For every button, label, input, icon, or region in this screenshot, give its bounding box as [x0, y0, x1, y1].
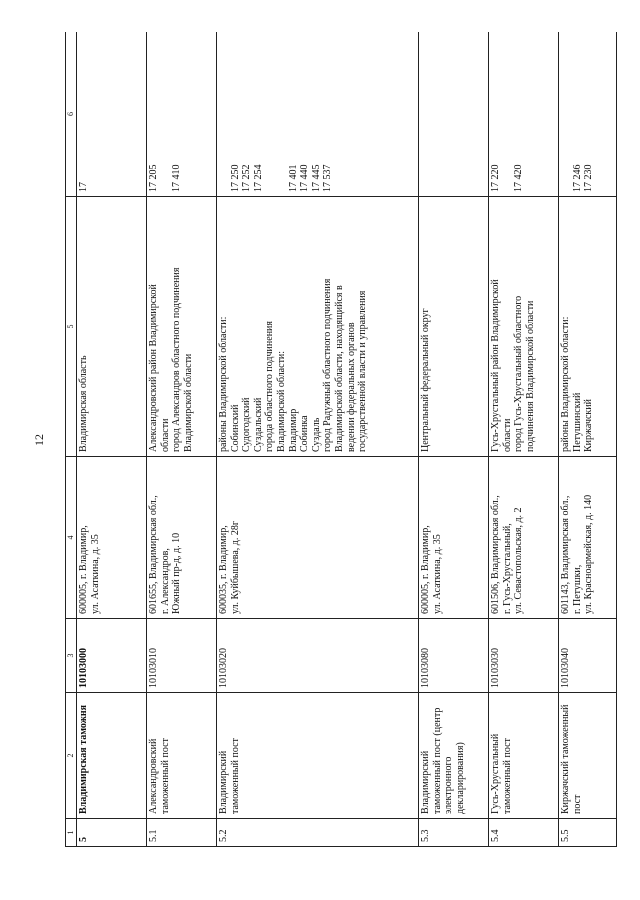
region-line: Киржачский — [583, 399, 595, 452]
region-line: Владимирская область — [78, 355, 89, 452]
region-line: город Радужный областного подчинения — [322, 278, 334, 452]
address-cell — [217, 457, 419, 619]
column-number: 1 — [66, 819, 77, 847]
customs-name: Гусь-Хрустальный таможенный пост — [490, 733, 513, 814]
region-line: Судогодский — [241, 397, 253, 452]
page-number-text: 12 — [32, 434, 46, 446]
region-line: Собинский — [229, 404, 241, 452]
customs-code: 10103080 — [420, 648, 431, 688]
customs-code: 10103010 — [148, 648, 159, 688]
row-number: 5 — [78, 837, 89, 842]
row-number: 5.5 — [560, 829, 571, 842]
okato-code — [264, 35, 276, 192]
table-row — [489, 32, 559, 847]
address-line: Южный пр-д, д. 10 — [171, 532, 183, 614]
customs-code-cell — [489, 619, 559, 693]
okato-code — [357, 35, 369, 192]
row-number: 5.3 — [420, 829, 431, 842]
row-number-cell — [77, 819, 147, 847]
region-cell — [217, 197, 419, 457]
customs-code: 10103040 — [560, 648, 571, 688]
address-line: 600035, г. Владимир, — [218, 525, 229, 614]
row-number-cell — [217, 819, 419, 847]
okato-code — [502, 35, 514, 192]
address-line: ул. Красноармейская, д. 140 — [583, 494, 595, 614]
row-number: 5.1 — [148, 829, 159, 842]
row-number: 5.2 — [218, 829, 229, 842]
column-number: 5 — [66, 197, 77, 457]
okato-code — [525, 35, 537, 192]
okato-code: 17 401 — [287, 164, 299, 192]
address-line: 601143, Владимирская обл., — [560, 495, 571, 614]
page-number — [32, 429, 46, 451]
address-cell — [147, 457, 217, 619]
customs-name: Владимирский таможенный пост (центр электронного декларирования) — [420, 707, 466, 814]
table-row — [77, 32, 147, 847]
region-line: Владимирской области, находящийся в — [333, 285, 345, 452]
region-line: Владимирской области: — [275, 350, 287, 452]
table-row — [147, 32, 217, 847]
okato-code — [560, 35, 572, 192]
row-number-cell — [489, 819, 559, 847]
customs-code-cell — [419, 619, 489, 693]
customs-code-cell — [217, 619, 419, 693]
table-row — [217, 32, 419, 847]
region-line: подчинения Владимирской области — [524, 300, 536, 452]
okato-code — [160, 35, 172, 192]
okato-cell — [559, 32, 617, 197]
address-line: ул. Асаткина, д. 35 — [89, 534, 101, 614]
okato-cell — [489, 32, 559, 197]
region-line: Центральный федеральный округ — [420, 308, 431, 452]
region-line: Суздаль — [310, 417, 322, 452]
table-row — [559, 32, 617, 847]
column-number: 2 — [66, 693, 77, 819]
region-line: государственной власти и управления — [357, 290, 369, 452]
okato-code: 17 205 — [148, 164, 159, 192]
okato-code: 17 254 — [252, 164, 264, 192]
okato-code — [183, 35, 195, 192]
region-line: области — [159, 418, 171, 452]
region-line: Владимирской области — [182, 353, 194, 452]
table-page-rotated — [65, 32, 625, 847]
okato-code: 17 220 — [490, 164, 501, 192]
region-cell — [559, 197, 617, 457]
row-number-cell — [559, 819, 617, 847]
okato-code: 17 252 — [241, 164, 253, 192]
rotated-content — [65, 32, 625, 847]
customs-code: 10103000 — [78, 648, 89, 688]
okato-cell — [77, 32, 147, 197]
table-row — [419, 32, 489, 847]
address-line: ул. Севастопольская, д. 2 — [513, 507, 525, 614]
customs-name-cell — [77, 693, 147, 819]
row-number: 5.4 — [490, 829, 501, 842]
address-cell — [559, 457, 617, 619]
row-number-cell — [419, 819, 489, 847]
address-cell — [419, 457, 489, 619]
region-line: Суздальский — [252, 397, 264, 452]
okato-code — [346, 35, 358, 192]
address-line: ул. Куйбышева, д. 28г — [229, 521, 241, 614]
region-line: Владимир — [287, 408, 299, 452]
customs-name: Киржачский таможенный пост — [560, 704, 583, 814]
address-line: г. Петушки, — [571, 564, 583, 614]
region-line: Петушинский — [571, 392, 583, 452]
customs-table — [65, 32, 617, 847]
region-line: районы Владимирской области: — [560, 316, 571, 452]
okato-code: 17 230 — [583, 164, 595, 192]
region-line: Собинка — [299, 415, 311, 452]
table-body — [66, 32, 617, 847]
column-number: 3 — [66, 619, 77, 693]
column-number-row — [66, 32, 77, 847]
okato-code: 17 537 — [322, 164, 334, 192]
customs-name-cell — [559, 693, 617, 819]
region-line: города областного подчинения — [264, 321, 276, 452]
okato-code — [276, 35, 288, 192]
okato-code: 17 — [78, 182, 89, 192]
address-line: 601506, Владимирская обл., — [490, 495, 501, 614]
region-cell — [147, 197, 217, 457]
okato-code — [420, 35, 432, 192]
region-line: области — [501, 418, 513, 452]
address-line: 601655, Владимирская обл., — [148, 495, 159, 614]
address-cell — [489, 457, 559, 619]
column-number: 4 — [66, 457, 77, 619]
okato-code — [218, 35, 230, 192]
region-line: город Гусь-Хрустальный областного — [513, 295, 525, 452]
row-number-cell — [147, 819, 217, 847]
customs-name: Владимирская таможня — [78, 704, 89, 814]
region-cell — [419, 197, 489, 457]
customs-name: Владимирский таможенный пост — [218, 738, 241, 814]
okato-code: 17 410 — [171, 164, 183, 192]
okato-code: 17 246 — [571, 164, 583, 192]
okato-code: 17 445 — [310, 164, 322, 192]
customs-name: Александровский таможенный пост — [148, 738, 171, 814]
customs-code: 10103030 — [490, 648, 501, 688]
okato-cell — [217, 32, 419, 197]
customs-code-cell — [77, 619, 147, 693]
okato-code: 17 420 — [513, 164, 525, 192]
okato-code — [334, 35, 346, 192]
customs-name-cell — [419, 693, 489, 819]
address-line: 600005, г. Владимир, — [78, 525, 89, 614]
region-line: Александровский район Владимирской — [148, 284, 159, 452]
customs-name-cell — [147, 693, 217, 819]
region-cell — [489, 197, 559, 457]
address-line: г. Александров, — [159, 548, 171, 614]
okato-cell — [419, 32, 489, 197]
region-line: город Александров областного подчинения — [171, 267, 183, 452]
customs-code-cell — [559, 619, 617, 693]
customs-name-cell — [489, 693, 559, 819]
region-line: Гусь-Хрустальный район Владимирской — [490, 279, 501, 452]
okato-code: 17 250 — [229, 164, 241, 192]
address-cell — [77, 457, 147, 619]
column-number: 6 — [66, 32, 77, 197]
address-line: 600005, г. Владимир, — [420, 525, 431, 614]
okato-cell — [147, 32, 217, 197]
region-line: ведении федеральных органов — [345, 322, 357, 452]
customs-name-cell — [217, 693, 419, 819]
customs-code-cell — [147, 619, 217, 693]
address-line: ул. Асаткина, д. 35 — [431, 534, 443, 614]
region-line: районы Владимирской области: — [218, 316, 229, 452]
customs-code: 10103020 — [218, 648, 229, 688]
address-line: г. Гусь-Хрустальный, — [501, 523, 513, 614]
region-cell — [77, 197, 147, 457]
okato-code: 17 440 — [299, 164, 311, 192]
